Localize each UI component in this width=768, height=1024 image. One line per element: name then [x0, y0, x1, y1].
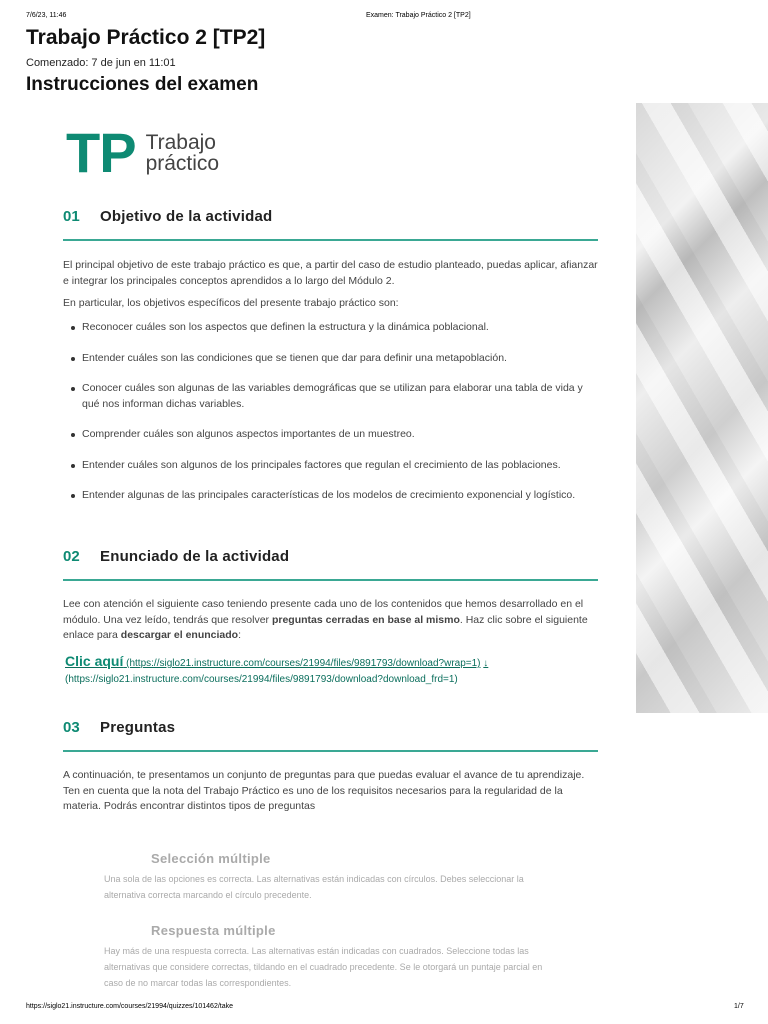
objective-intro: El principal objetivo de este trabajo práctico es que, a partir del caso de estudio planteado, puedas aplicar, afianzar e integrar los principales conceptos aprendidos a lo largo del Módulo 2. — [63, 259, 598, 287]
decorative-side-image — [636, 103, 768, 713]
question-type-title: Selección múltiple — [151, 851, 271, 866]
question-type-title: Respuesta múltiple — [151, 923, 276, 938]
logo-line1: Trabajo — [145, 131, 216, 154]
section-heading-03 — [63, 719, 598, 752]
questions-intro: A continuación, te presentamos un conjunto de preguntas para que puedas evaluar el avance de tu aprendizaje. Ten en cuenta que la nota del Trabajo Práctico es uno de los requisitos necesarios para la regularidad de la materia. Podrás encontrar distintos tipos de preguntas — [63, 769, 585, 812]
section-number: 02 — [63, 548, 80, 565]
statement-text: Lee con atención el siguiente caso teniendo presente cada uno de los contenidos que hemos desarrollado en el módulo. Una vez leído, tendrás que resolver preguntas cerradas en base al mismo. Haz clic sobre el siguiente enlace para descargar el enunciado: — [63, 598, 588, 641]
page-number: 1/7 — [734, 1003, 744, 1010]
list-item: Entender cuáles son algunos de los principales factores que regulan el crecimiento de las poblaciones. — [63, 458, 603, 474]
list-item: Conocer cuáles son algunas de las variables demográficas que se utilizan para elaborar una tabla de vida y qué nos informan dichas variables. — [63, 381, 603, 412]
list-item: Entender cuáles son las condiciones que se tienen que dar para definir una metapoblación. — [63, 351, 603, 367]
footer-url: https://siglo21.instructure.com/courses/21994/quizzes/101462/take — [26, 1003, 234, 1010]
section-heading-01 — [63, 208, 598, 241]
section-number: 01 — [63, 208, 80, 225]
objectives-list — [63, 320, 603, 504]
tp-logo — [66, 121, 220, 184]
question-type-desc: Hay más de una respuesta correcta. Las alternativas están indicadas con cuadrados. Seleccione todas las alternativas que considere correctas, tildando en el cuadrado precedente. Se le otorgará un puntaje parcial en caso de no marcar todas las correspondientes. — [104, 946, 543, 988]
section-title: Objetivo de la actividad — [100, 208, 273, 225]
section-heading-02 — [63, 548, 598, 581]
section-title: Enunciado de la actividad — [100, 548, 290, 565]
list-item: Reconocer cuáles son los aspectos que definen la estructura y la dinámica poblacional. — [63, 320, 603, 336]
page-title: Trabajo Práctico 2 [TP2] — [26, 26, 266, 49]
download-statement-link[interactable]: Clic aquí (https://siglo21.instructure.com/courses/21994/files/9891793/download?wrap=1) — [65, 653, 481, 669]
objective-lead: En particular, los objetivos específicos del presente trabajo práctico son: — [63, 297, 399, 309]
section-title: Preguntas — [100, 719, 176, 736]
download-icon[interactable]: ↓ — [483, 658, 489, 669]
list-item: Entender algunas de las principales características de los modelos de crecimiento exponencial y logístico. — [63, 488, 603, 504]
download-url-link[interactable]: (https://siglo21.instructure.com/courses/21994/files/9891793/download?download_frd=1) — [65, 674, 458, 685]
section-number: 03 — [63, 719, 80, 736]
download-links — [65, 653, 488, 691]
list-item: Comprender cuáles son algunos aspectos importantes de un muestreo. — [63, 427, 603, 443]
print-title: Examen: Trabajo Práctico 2 [TP2] — [366, 12, 471, 19]
logo-line2: práctico — [145, 152, 220, 175]
print-date: 7/6/23, 11:46 — [26, 12, 67, 19]
logo-mark: TP — [66, 121, 136, 184]
started-time: Comenzado: 7 de jun en 11:01 — [26, 57, 176, 69]
instructions-title: Instrucciones del examen — [26, 74, 259, 95]
question-type-desc: Una sola de las opciones es correcta. Las alternativas están indicadas con círculos. Debes seleccionar la alternativa correcta marcando el círculo precedente. — [104, 874, 524, 900]
